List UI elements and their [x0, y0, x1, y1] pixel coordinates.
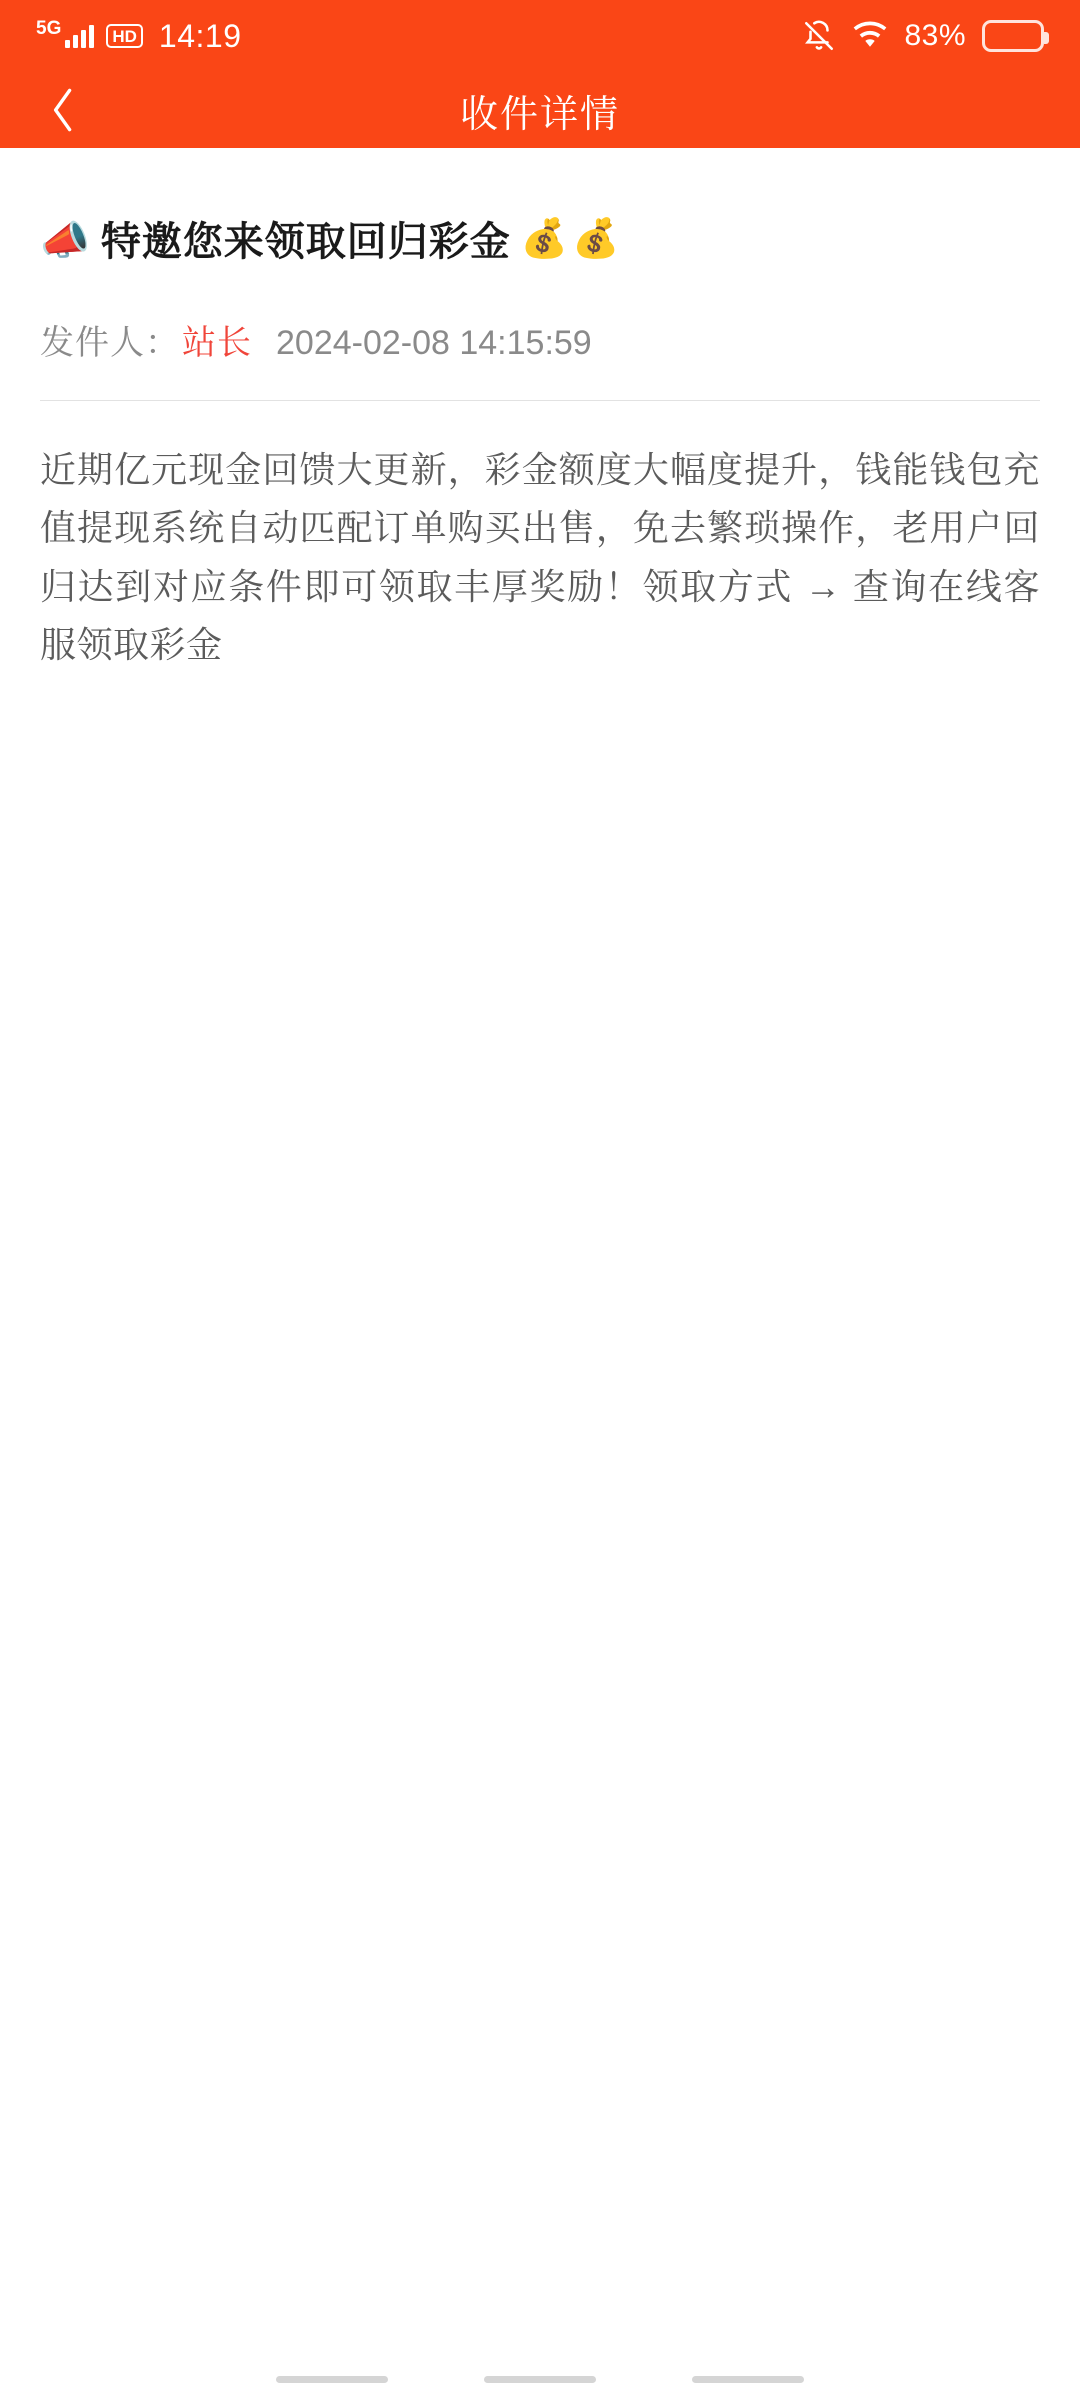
- wifi-icon: [852, 21, 888, 51]
- nav-pill-left[interactable]: [276, 2376, 388, 2383]
- sender-name: 站长: [182, 324, 252, 362]
- bell-off-icon: [802, 19, 836, 53]
- message-body: 近期亿元现金回馈大更新，彩金额度大幅度提升，钱能钱包充值提现系统自动匹配订单购买出售，免去繁琐操作，老用户回归达到对应条件即可领取丰厚奖励！领取方式 → 查询在线客服领取彩金: [40, 449, 1040, 665]
- divider: [40, 400, 1040, 401]
- system-navigation-bar: [0, 2350, 1080, 2408]
- status-bar-left: [36, 18, 242, 55]
- message-detail: [0, 148, 1080, 674]
- message-title: [40, 148, 1040, 267]
- sender-label: 发件人：: [40, 324, 180, 362]
- nav-pill-center[interactable]: [484, 2376, 596, 2383]
- signal-bars-icon: [65, 24, 94, 48]
- nav-pill-right[interactable]: [692, 2376, 804, 2383]
- network-type-label: 5G: [36, 17, 62, 39]
- app-bar: [0, 72, 1080, 148]
- message-timestamp: 2024-02-08 14:15:59: [276, 324, 592, 362]
- status-bar: [0, 0, 1080, 72]
- money-bag-icon: 💰💰: [520, 217, 624, 260]
- battery-icon: [982, 20, 1044, 52]
- back-chevron-icon: [47, 82, 81, 138]
- back-button[interactable]: [26, 72, 102, 148]
- hd-icon: HD: [106, 24, 143, 48]
- status-bar-right: [802, 19, 1044, 53]
- battery-percent-label: 83%: [904, 19, 966, 52]
- message-meta: [40, 315, 1040, 364]
- message-title-text: 特邀您来领取回归彩金: [100, 220, 511, 264]
- megaphone-icon: 📣: [40, 219, 91, 263]
- page-title: 收件详情: [459, 93, 620, 136]
- status-bar-clock: 14:19: [158, 17, 242, 54]
